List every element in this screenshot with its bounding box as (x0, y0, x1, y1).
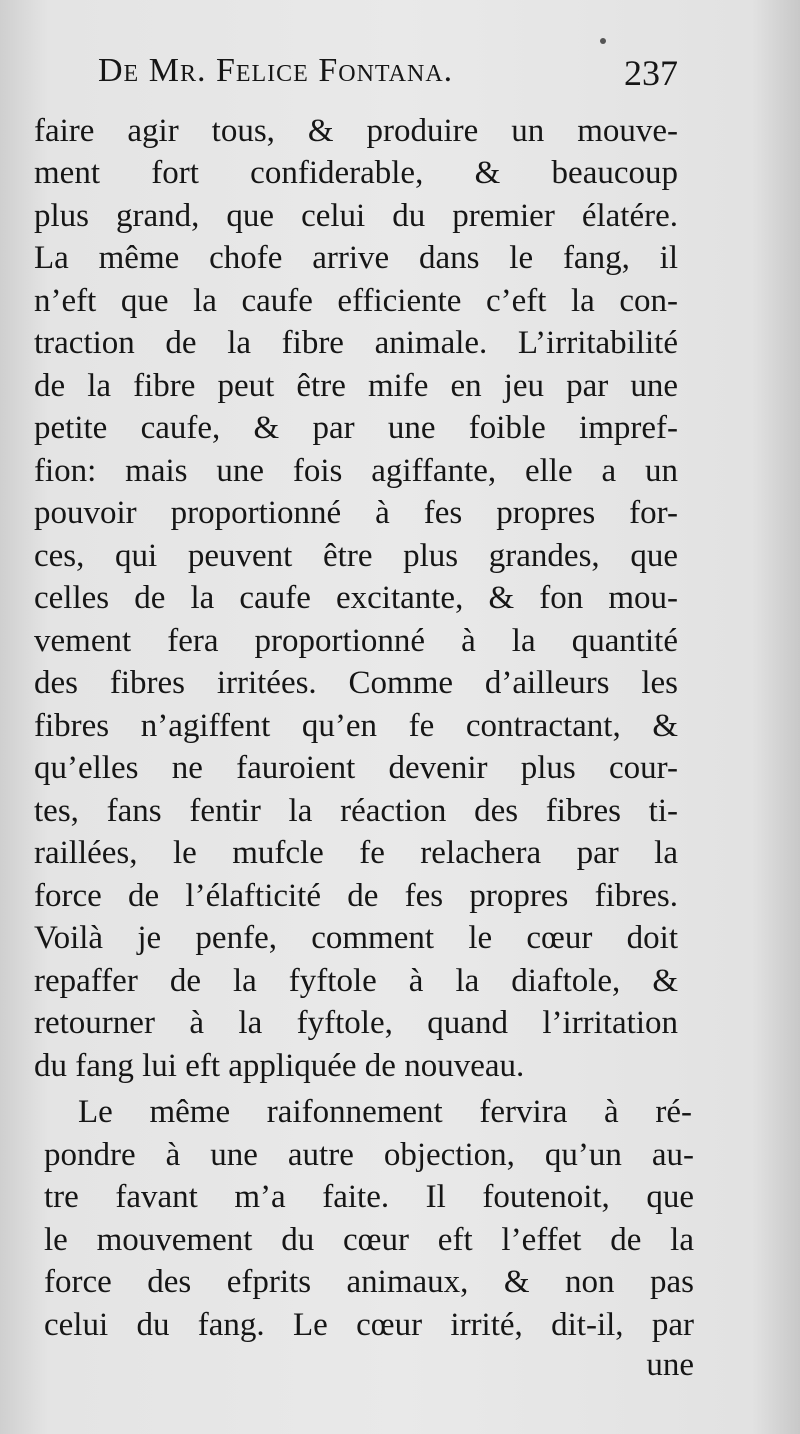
text-line: du fang lui eft appliquée de nouveau. (34, 1048, 525, 1084)
text-line: ces, qui peuvent être plus grandes, que (34, 538, 678, 574)
text-line: repaffer de la fyftole à la diaftole, & (34, 963, 678, 999)
text-line: qu’elles ne fauroient devenir plus cour- (34, 750, 678, 786)
text-line: pondre à une autre objection, qu’un au- (44, 1137, 694, 1173)
text-line: tes, fans fentir la réaction des fibres ti- (34, 793, 678, 829)
page-number: 237 (624, 53, 678, 93)
text-line: le mouvement du cœur eft l’effet de la (44, 1222, 694, 1258)
text-line: plus grand, que celui du premier élatére. (34, 198, 678, 234)
text-line: retourner à la fyftole, quand l’irritation (34, 1005, 678, 1041)
text-line: des fibres irritées. Comme d’ailleurs les (34, 665, 678, 701)
text-line: pouvoir proportionné à fes propres for- (34, 495, 678, 531)
text-line: fibres n’agiffent qu’en fe contractant, & (34, 708, 678, 744)
text-line: celles de la caufe excitante, & fon mou- (34, 580, 678, 616)
text-line: force de l’élafticité de fes propres fibres. (34, 878, 678, 914)
catchword: une (646, 1347, 694, 1383)
text-line: petite caufe, & par une foible impref- (34, 410, 678, 446)
page-header (98, 52, 678, 102)
text-line: fion: mais une fois agiffante, elle a un (34, 453, 678, 489)
text-line: n’eft que la caufe efficiente c’eft la con- (34, 283, 678, 319)
text-line: tre favant m’a faite. Il foutenoit, que (44, 1179, 694, 1215)
text-line: force des efprits animaux, & non pas (44, 1264, 694, 1300)
text-line: traction de la fibre animale. L’irritabilité (34, 325, 678, 361)
text-line: Le même raifonnement fervira à ré- (78, 1094, 692, 1130)
ink-speck (600, 38, 606, 44)
text-line: La même chofe arrive dans le fang, il (34, 240, 678, 276)
text-line: ment fort confiderable, & beaucoup (34, 155, 678, 191)
text-line: raillées, le mufcle fe relachera par la (34, 835, 678, 871)
text-line: celui du fang. Le cœur irrité, dit-il, par (44, 1307, 694, 1343)
text-line: vement fera proportionné à la quantité (34, 623, 678, 659)
running-head: De Mr. Felice Fontana. (98, 52, 454, 89)
text-line: de la fibre peut être mife en jeu par une (34, 368, 678, 404)
text-line: faire agir tous, & produire un mouve- (34, 113, 678, 149)
text-line: Voilà je penfe, comment le cœur doit (34, 920, 678, 956)
